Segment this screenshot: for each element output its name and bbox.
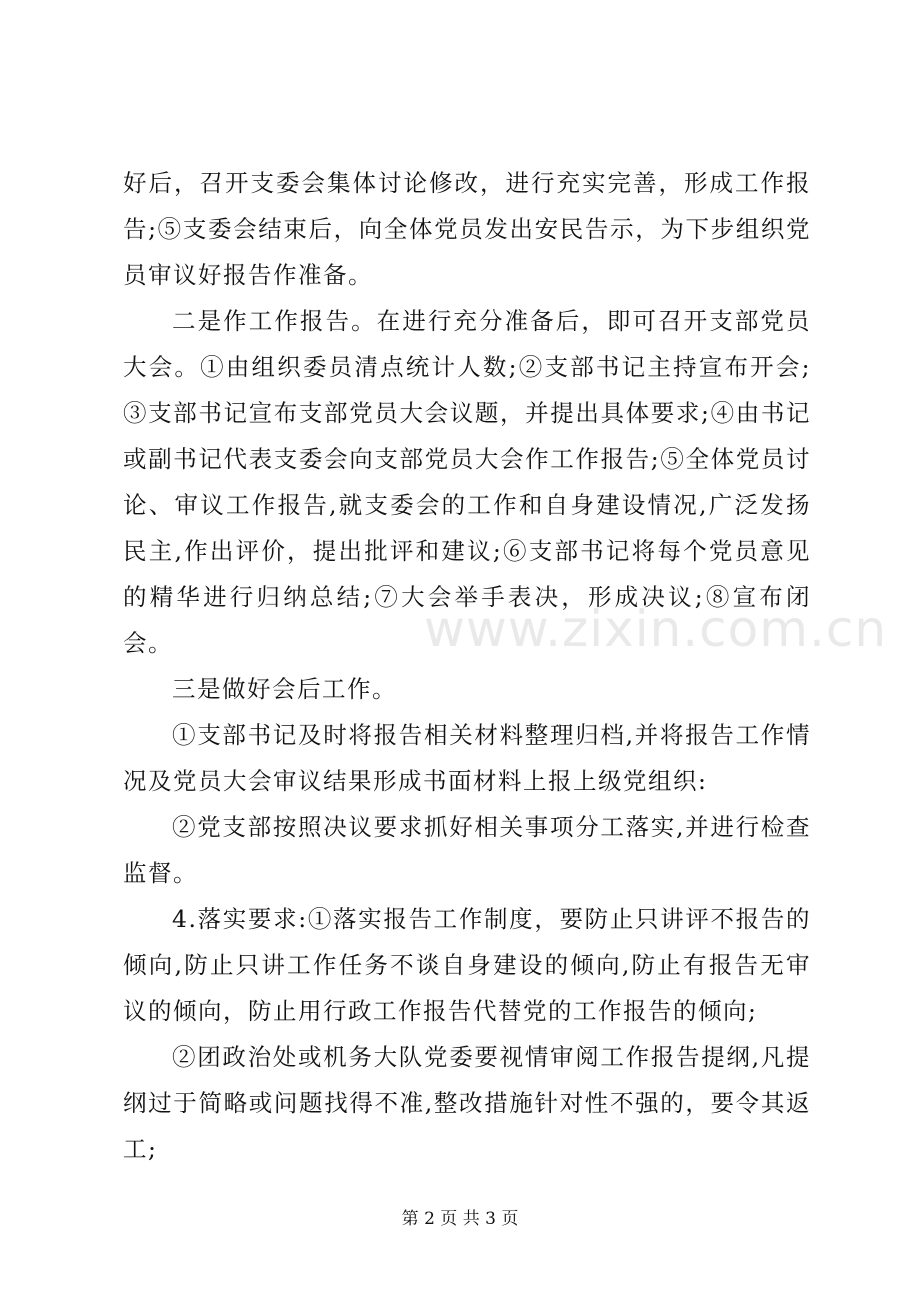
paragraph-2: 二是作工作报告。在进行充分准备后，即可召开支部党员大会。①由组织委员清点统计人数;②支部书记主持宣布开会;③支部书记宣布支部党员大会议题，并提出具体要求;④由书记或副书记代表支委会向支部党员大会作工作报告;⑤全体党员讨论、审议工作报告,就支委会的工作和自身建设情况,广泛发扬民主,作出评价，提出批评和建议;⑥支部书记将每个党员意见的精华进行归纳总结;⑦大会举手表决，形成决议;⑧宣布闭会。 — [123, 307, 811, 657]
page-footer: 第 2 页 共 3 页 — [401, 1209, 519, 1229]
paragraph-7: ②团政治处或机务大队党委要视情审阅工作报告提纲,凡提纲过于简略或问题找得不准,整改措施针对性不强的，要令其返工; — [123, 1043, 811, 1163]
paragraph-6: 4.落实要求:①落实报告工作制度，要防止只讲评不报告的倾向,防止只讲工作任务不谈自身建设的倾向,防止有报告无审议的倾向，防止用行政工作报告代替党的工作报告的倾向; — [123, 905, 811, 1025]
paragraph-1: 好后，召开支委会集体讨论修改，进行充实完善，形成工作报告;⑤支委会结束后，向全体党员发出安民告示，为下步组织党员审议好报告作准备。 — [123, 169, 811, 289]
paragraph-5: ②党支部按照决议要求抓好相关事项分工落实,并进行检查监督。 — [123, 813, 811, 887]
watermark: www.zixin.com.cn — [424, 600, 888, 658]
paragraph-4: ①支部书记及时将报告相关材料整理归档,并将报告工作情况及党员大会审议结果形成书面材料上报上级党组织: — [123, 721, 811, 795]
document-body — [123, 160, 811, 1172]
paragraph-3: 三是做好会后工作。 — [172, 675, 397, 703]
